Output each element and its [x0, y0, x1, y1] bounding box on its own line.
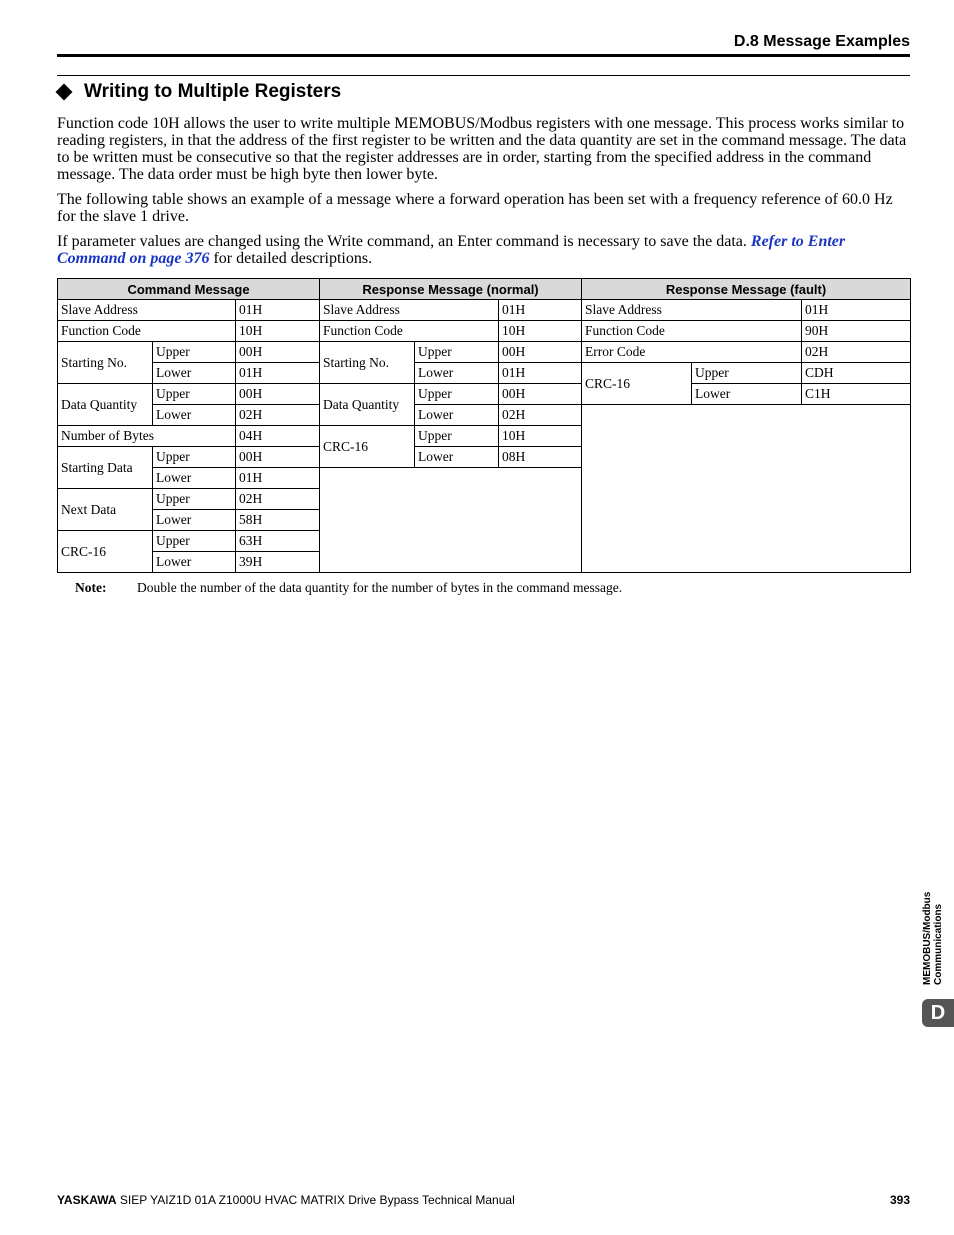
footer-doc-title: SIEP YAIZ1D 01A Z1000U HVAC MATRIX Drive Bypass Technical Manual — [116, 1193, 515, 1207]
table-row — [58, 384, 911, 405]
normal-value: 10H — [499, 426, 582, 447]
fault-sublabel: Upper — [692, 363, 802, 384]
normal-label: Function Code — [320, 321, 499, 342]
fault-blank-area — [582, 405, 911, 573]
side-tab-line-2: Communications — [933, 903, 944, 985]
command-message-header: Command Message — [58, 279, 320, 300]
cmd-sublabel: Lower — [153, 468, 236, 489]
footer — [57, 1193, 515, 1207]
table-row — [58, 321, 911, 342]
normal-value: 00H — [499, 342, 582, 363]
cmd-value: 01H — [236, 468, 320, 489]
paragraph-1: Function code 10H allows the user to write multiple MEMOBUS/Modbus registers with one message. This process works similar to reading registers, in that the address of the first register to be written and the data quantity are set in the command message. The data to be written must be consecutive so that the register addresses are in order, starting from the specified address in the command message. The data order must be high byte then lower byte. — [57, 115, 907, 183]
cmd-label: Function Code — [58, 321, 236, 342]
normal-sublabel: Upper — [415, 384, 499, 405]
cmd-value: 10H — [236, 321, 320, 342]
side-tab-label — [922, 785, 944, 985]
normal-label: Slave Address — [320, 300, 499, 321]
cmd-sublabel: Lower — [153, 510, 236, 531]
normal-label: Starting No. — [320, 342, 415, 384]
side-tab-line-1: MEMOBUS/Modbus — [922, 891, 933, 985]
fault-label: Error Code — [582, 342, 802, 363]
table-row — [58, 363, 911, 384]
paragraph-3-text: If parameter values are changed using the Write command, an Enter command is necessary to save the data. — [57, 233, 751, 250]
fault-label: Slave Address — [582, 300, 802, 321]
cmd-label: Next Data — [58, 489, 153, 531]
normal-value: 00H — [499, 384, 582, 405]
note-text: Double the number of the data quantity for the number of bytes in the command message. — [137, 580, 623, 595]
body-text — [57, 115, 910, 275]
cmd-value: 00H — [236, 384, 320, 405]
cmd-sublabel: Upper — [153, 447, 236, 468]
section-heading-text: Writing to Multiple Registers — [84, 81, 342, 102]
message-table — [57, 278, 911, 573]
normal-value: 01H — [499, 300, 582, 321]
cmd-value: 01H — [236, 300, 320, 321]
footer-brand: YASKAWA — [57, 1193, 117, 1207]
normal-value: 02H — [499, 405, 582, 426]
paragraph-3 — [57, 233, 910, 267]
table-row — [58, 342, 911, 363]
normal-sublabel: Lower — [415, 447, 499, 468]
cmd-value: 63H — [236, 531, 320, 552]
fault-label: Function Code — [582, 321, 802, 342]
cmd-value: 58H — [236, 510, 320, 531]
cmd-value: 02H — [236, 489, 320, 510]
enter-command-link[interactable]: Refer to Enter Command on page 376 — [57, 233, 846, 267]
normal-label: CRC-16 — [320, 426, 415, 468]
fault-sublabel: Lower — [692, 384, 802, 405]
cmd-sublabel: Upper — [153, 489, 236, 510]
response-fault-header: Response Message (fault) — [582, 279, 911, 300]
normal-blank-area — [320, 468, 582, 573]
response-normal-header: Response Message (normal) — [320, 279, 582, 300]
normal-sublabel: Lower — [415, 363, 499, 384]
normal-value: 01H — [499, 363, 582, 384]
paragraph-3-text-end: for detailed descriptions. — [209, 250, 373, 267]
note — [75, 580, 622, 596]
cmd-label: Starting No. — [58, 342, 153, 384]
cmd-label: Starting Data — [58, 447, 153, 489]
normal-sublabel: Upper — [415, 342, 499, 363]
note-label: Note: — [75, 580, 107, 595]
cmd-label: Data Quantity — [58, 384, 153, 426]
table-row — [58, 300, 911, 321]
cmd-value: 39H — [236, 552, 320, 573]
cmd-sublabel: Upper — [153, 531, 236, 552]
normal-value: 08H — [499, 447, 582, 468]
fault-value: 90H — [802, 321, 911, 342]
normal-label: Data Quantity — [320, 384, 415, 426]
cmd-sublabel: Upper — [153, 342, 236, 363]
cmd-value: 01H — [236, 363, 320, 384]
cmd-value: 02H — [236, 405, 320, 426]
section-rule — [57, 75, 910, 76]
fault-value: CDH — [802, 363, 911, 384]
page-number: 393 — [889, 1193, 910, 1207]
normal-sublabel: Upper — [415, 426, 499, 447]
cmd-label: CRC-16 — [58, 531, 153, 573]
section-heading — [57, 81, 341, 103]
cmd-sublabel: Lower — [153, 552, 236, 573]
section-header: D.8 Message Examples — [733, 33, 910, 50]
fault-label: CRC-16 — [582, 363, 692, 405]
cmd-label: Number of Bytes — [58, 426, 236, 447]
chapter-tab: D — [922, 999, 954, 1027]
cmd-sublabel: Lower — [153, 405, 236, 426]
fault-value: 02H — [802, 342, 911, 363]
header-rule — [57, 54, 910, 57]
cmd-value: 00H — [236, 447, 320, 468]
cmd-value: 04H — [236, 426, 320, 447]
table-row — [58, 405, 911, 426]
fault-value: C1H — [802, 384, 911, 405]
diamond-bullet-icon — [56, 84, 73, 101]
normal-value: 10H — [499, 321, 582, 342]
cmd-label: Slave Address — [58, 300, 236, 321]
cmd-sublabel: Upper — [153, 384, 236, 405]
cmd-value: 00H — [236, 342, 320, 363]
paragraph-2: The following table shows an example of a message where a forward operation has been set with a frequency reference of 60.0 Hz for the slave 1 drive. — [57, 191, 893, 225]
fault-value: 01H — [802, 300, 911, 321]
normal-sublabel: Lower — [415, 405, 499, 426]
table-header-row — [58, 279, 911, 300]
cmd-sublabel: Lower — [153, 363, 236, 384]
